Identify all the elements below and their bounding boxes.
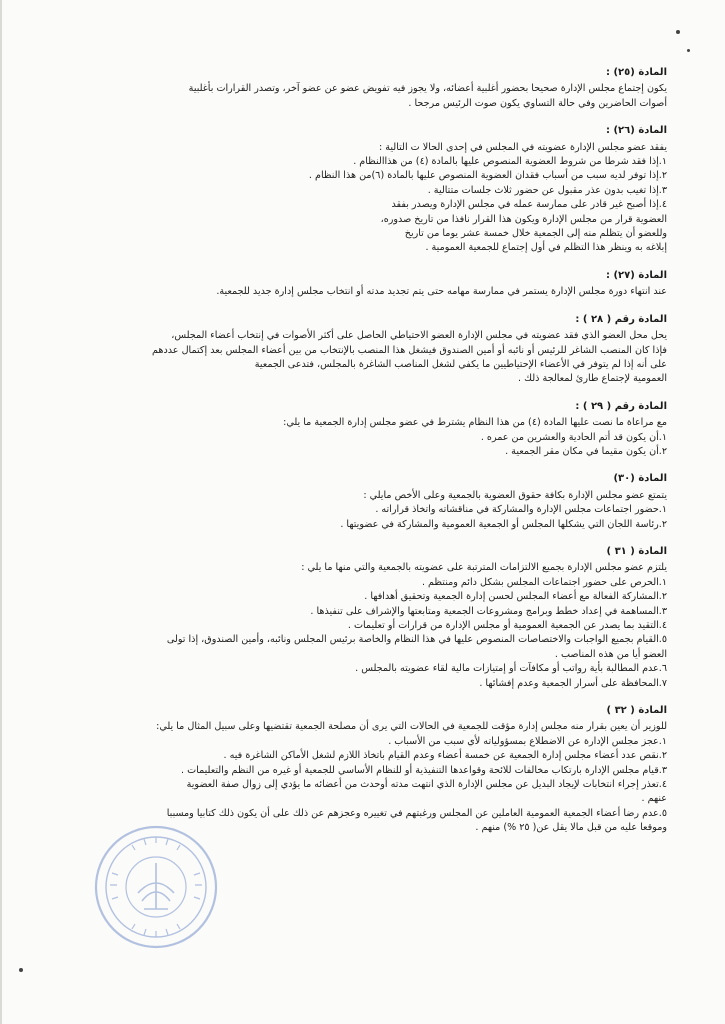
- article-text-line: ٣.إذا تغيب بدون عذر مقبول عن حضور ثلاث جلسات متتالية .: [427, 184, 667, 196]
- article-text-line: يلتزم عضو مجلس الإدارة بجميع الالتزامات المترتبة على عضويته بالجمعية والتي منها ما يلي :: [301, 562, 667, 574]
- article-text-line: وللعضو أن يتظلم منه إلى الجمعية خلال خمسة عشر يوما من تاريخ: [404, 228, 667, 240]
- article-text-line: ١.أن يكون قد أتم الحادية والعشرين من عمره .: [480, 431, 667, 443]
- scan-speck: [687, 49, 690, 52]
- scan-speck: [676, 30, 680, 34]
- article-heading: المادة (٢٥) :: [605, 67, 667, 78]
- article-text-line: وموقعا عليه من قبل مالا يقل عن( ٢٥ %) منهم .: [475, 822, 667, 834]
- article-text-line: ٣.قيام مجلس الإدارة بارتكاب مخالفات للائحة وقواعدها التنفيذية أو للنظام الأساسي للجمعية أو غيره من النظم والتعليمات .: [181, 764, 667, 776]
- article-text-line: ١.عجز مجلس الإدارة عن الاضطلاع بمسؤولياته لأي سبب من الأسباب .: [388, 735, 667, 747]
- article-text-line: ١.إذا فقد شرطا من شروط العضوية المنصوص عليها بالمادة (٤) من هذاالنظام .: [353, 156, 667, 168]
- article-text-line: ٢.رئاسة اللجان التي يشكلها المجلس أو الجمعية العمومية والمشاركة في عضويتها .: [340, 518, 667, 530]
- article-text-line: ٥.عدم رضا أعضاء الجمعية العمومية العاملين عن المجلس ورغبتهم في تغييره وعجزهم عن ذلك على أن يكون ذلك كتابيا ومسببا: [166, 807, 667, 819]
- article-heading: المادة ( ٣٢ ): [606, 705, 667, 717]
- article-text-line: ٢.إذا توفر لديه سبب من أسباب فقدان العضوية المنصوص عليها بالمادة (٦)من هذا النظام .: [308, 170, 667, 182]
- article-text-line: مع مراعاة ما نصت عليها المادة (٤) من هذا النظام يشترط في عضو مجلس إدارة الجمعية ما يلي:: [283, 417, 667, 429]
- article-text-line: ٦.عدم المطالبة بأية رواتب أو مكافآت أو إمتيازات مالية لقاء عضويته بالمجلس .: [355, 663, 667, 675]
- article-text-line: ٢.المشاركة الفعالة مع أعضاء المجلس لحسن إدارة الجمعية وتحقيق أهدافها .: [364, 591, 667, 603]
- circular-official-stamp-icon: [92, 823, 220, 951]
- article-text-line: ١.حضور اجتماعات مجلس الإدارة والمشاركة في مناقشاته واتخاذ قراراته .: [375, 504, 667, 516]
- article-heading: المادة (٣٠): [613, 473, 667, 485]
- article-text-line: ١.الحرص على حضور اجتماعات المجلس بشكل دائم ومنتظم .: [421, 576, 667, 588]
- article-section: [58, 545, 667, 691]
- article-text-line: يتمتع عضو مجلس الإدارة بكافة حقوق العضوية بالجمعية وعلى الأخص مايلي :: [363, 489, 667, 501]
- article-text-line: يفقد عضو مجلس الإدارة عضويته في المجلس في إحدى الحالا ت التالية :: [378, 141, 667, 153]
- scan-edge: [0, 0, 2, 1024]
- article-text-line: ٢.أن يكون مقيما في مكان مقر الجمعية .: [505, 445, 667, 457]
- article-heading: المادة (٢٧) :: [605, 269, 667, 281]
- article-section: [58, 269, 667, 300]
- article-section: [58, 400, 667, 460]
- article-text-line: ٣.المساهمة في إعداد خطط وبرامج ومشروعات الجمعية ومتابعتها والإشراف على تنفيذها .: [310, 605, 667, 617]
- article-heading: المادة ( ٣١ ): [606, 545, 667, 557]
- article-text-line: يكون إجتماع مجلس الإدارة صحيحا بحضور أغلبية أعضائه، ولا يجوز فيه تفويض عضو عن عضو آخر، وتصدر القرارات بأغلبية: [188, 83, 667, 95]
- article-section: [58, 704, 667, 836]
- article-section: [58, 124, 667, 256]
- article-text-line: العضو أيا من هذه المناصب .: [554, 648, 667, 660]
- article-text-line: ٧.المحافظة على أسرار الجمعية وعدم إفشائها .: [479, 677, 667, 689]
- article-text-line: ٢.نقص عدد أعضاء مجلس إدارة الجمعية عن خمسة أعضاء وعدم القيام باتخاذ اللازم لشغل الأماكن الشاغرة فيه .: [223, 750, 667, 762]
- article-text-line: ٤.التقيد بما يصدر عن الجمعية العمومية أو مجلس الإدارة من قرارات أو تعليمات .: [347, 620, 667, 631]
- scan-speck: [19, 968, 23, 972]
- article-text-line: فإذا كان المنصب الشاغر للرئيس أو نائبه أو أمين الصندوق فيشغل هذا المنصب بالإنتخاب من بين أعضاء المجلس بعد إكتمال عددهم: [152, 344, 667, 356]
- article-text-line: للوزير أن يعين بقرار منه مجلس إدارة مؤقت للجمعية في الحالات التي يرى أن مصلحة الجمعية تقتضيها وعلى سبيل المثال ما يلي:: [156, 721, 667, 733]
- article-text-line: على أنه إذا لم يتوفر في الأعضاء الإحتياطيين ما يكفي لشغل المناصب الشاغرة بالمجلس، فتدعى الجمعية: [254, 358, 667, 370]
- article-heading: المادة رقم ( ٢٩ ) :: [575, 400, 667, 412]
- article-text-line: عند انتهاء دورة مجلس الإدارة يستمر في ممارسة مهامه حتى يتم تجديد مدته أو انتخاب مجلس إدارة جديد للجمعية.: [216, 286, 667, 298]
- article-text-line: إبلاغه به وينظر هذا التظلم في أول إجتماع للجمعية العمومية .: [425, 242, 667, 254]
- article-text-line: العمومية لإجتماع طارئ لمعالجة ذلك .: [518, 373, 667, 385]
- article-text-line: ٤.تعذر إجراء انتخابات لإيجاد البديل عن مجلس الإدارة الذي انتهت مدته أوحدث من أعضائه ما يؤدي إلى زوال صفة العضوية: [186, 779, 667, 791]
- article-heading: المادة (٢٦) :: [605, 125, 667, 137]
- article-text-line: ٤.إذا أصبح غير قادر على ممارسة عمله في مجلس الإدارة ويصدر بفقد: [391, 199, 667, 211]
- article-text-line: يحل محل العضو الذي فقد عضويته في مجلس الإدارة العضو الاحتياطي الحاصل على أكثر الأصوات في إنتخاب أعضاء المجلس،: [171, 330, 667, 342]
- article-section: [58, 313, 667, 387]
- document-body: [58, 66, 667, 849]
- article-text-line: عنهم .: [641, 793, 667, 805]
- article-text-line: أصوات الحاضرين وفي حالة التساوي يكون صوت الرئيس مرجحا .: [408, 97, 667, 109]
- article-section: [58, 66, 667, 111]
- article-heading: المادة رقم ( ٢٨ ) :: [575, 313, 667, 325]
- article-text-line: ٥.القيام بجميع الواجبات والاختصاصات المنصوص عليها في هذا النظام والخاصة برئيس المجلس ونائبه، وأمين الصندوق، إذا تولى: [166, 634, 667, 646]
- article-text-line: العضوية قرار من مجلس الإدارة ويكون هذا القرار نافذا من تاريخ صدوره،: [380, 213, 667, 225]
- article-section: [58, 472, 667, 532]
